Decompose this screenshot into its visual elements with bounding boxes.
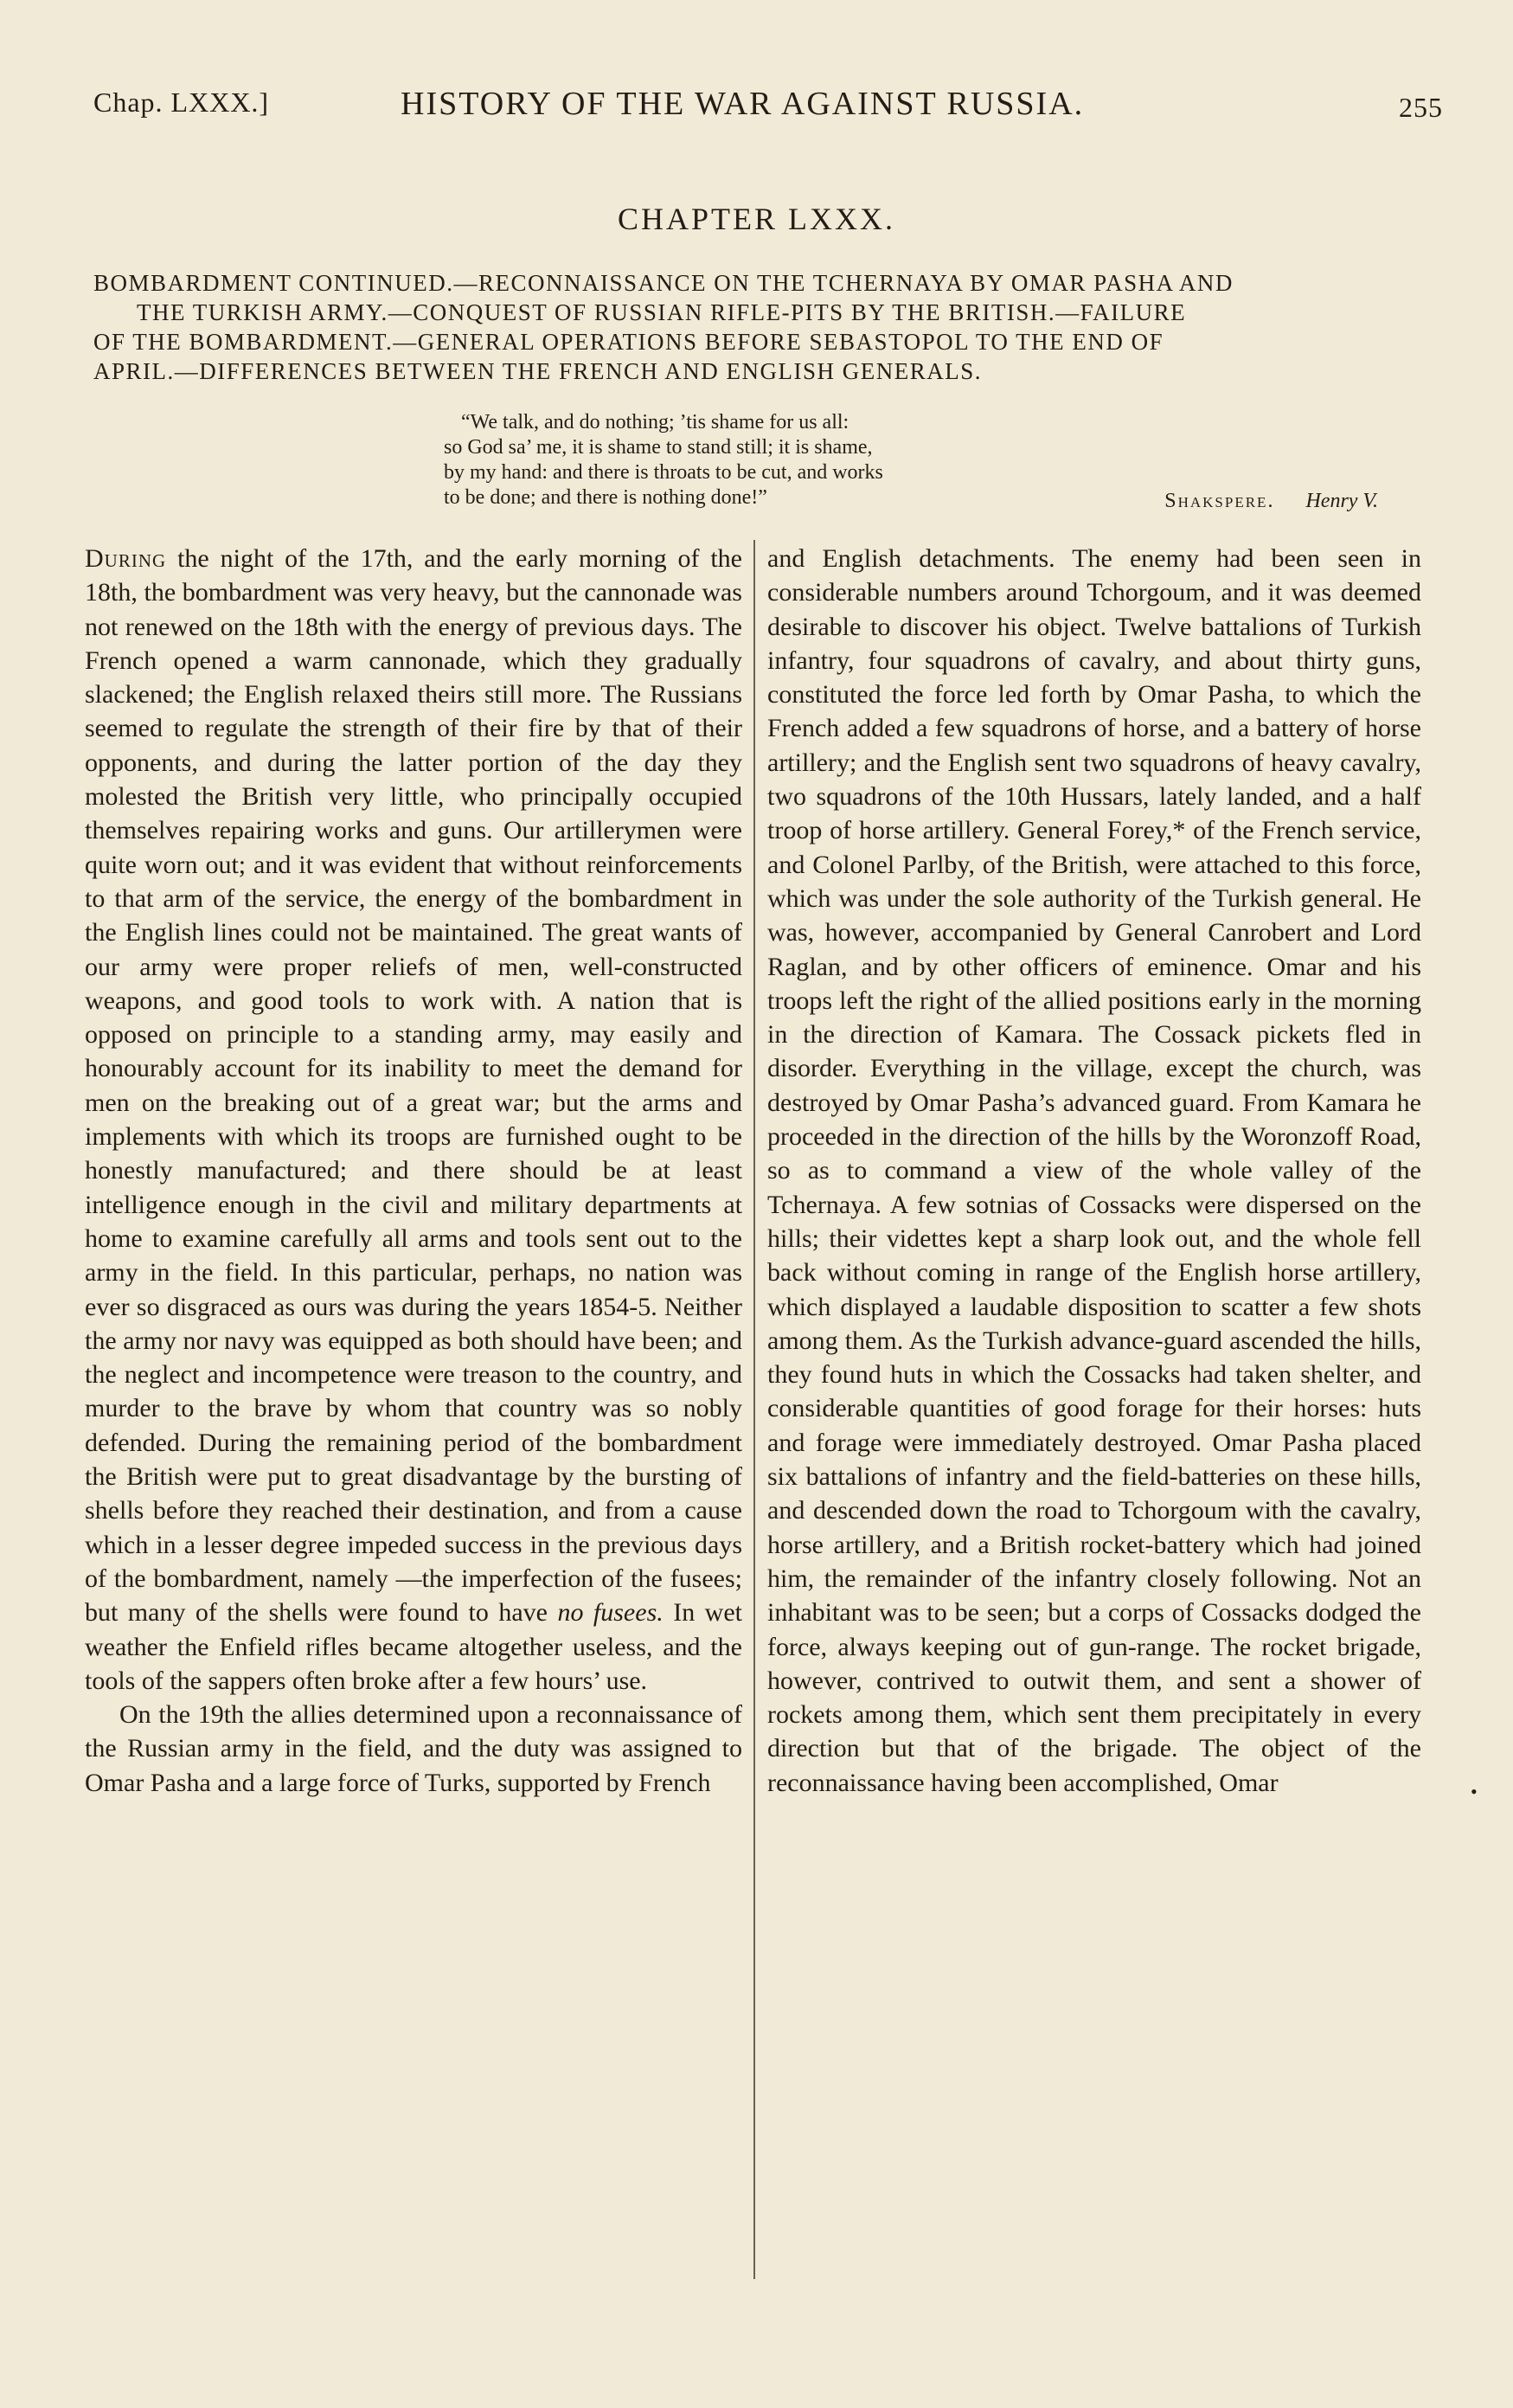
epigraph-line: so God sa’ me, it is shame to stand still; it is shame,	[444, 436, 873, 459]
running-header	[93, 80, 1443, 132]
epigraph-line: to be done; and there is nothing done!”	[444, 486, 767, 509]
epigraph	[444, 410, 1378, 510]
margin-mark: •	[1471, 1781, 1478, 1802]
epigraph-citation	[1164, 489, 1378, 514]
page-number: 255	[1399, 92, 1443, 123]
epigraph-line: by my hand: and there is throats to be cut, and works	[444, 461, 883, 484]
italic-text: no fusees.	[557, 1598, 664, 1628]
chapter-reference: Chap. LXXX.]	[93, 87, 270, 118]
synopsis-line: APRIL.—DIFFERENCES BETWEEN THE FRENCH AND ENGLISH GENERALS.	[93, 358, 983, 384]
epigraph-line: “We talk, and do nothing; ’tis shame for us all:	[461, 411, 849, 433]
epigraph-author: Shakspere.	[1164, 490, 1275, 512]
chapter-synopsis	[93, 268, 1430, 386]
synopsis-line: BOMBARDMENT CONTINUED.—RECONNAISSANCE ON THE TCHERNAYA BY OMAR PASHA AND	[93, 270, 1234, 296]
left-column	[85, 542, 742, 2289]
right-column	[767, 542, 1421, 2289]
paragraph-text: In wet weather the Enfield rifles became altogether useless, and the tools of the sappers often broke after a few hours’ use.	[85, 1598, 742, 1695]
synopsis-line: THE TURKISH ARMY.—CONQUEST OF RUSSIAN RIFLE-PITS BY THE BRITISH.—FAILURE	[137, 299, 1187, 325]
epigraph-work: Henry V.	[1305, 490, 1378, 512]
paragraph-text: the night of the 17th, and the early morning of the 18th, the bombardment was very heavy, but the cannonade was not renewed on the 18th with the energy of previous days. The French opened a warm cannonade, which they gradually slackened; the English relaxed theirs still more. The Russians seemed to regulate the strength of their fire by that of their opponents, and during the latter portion of the day they molested the British very little, who principally occupied themselves repairing works and guns. Our artillerymen were quite worn out; and it was evident that without reinforcements to that arm of the service, the energy of the bombardment in the English lines could not be maintained. The great wants of our army were proper reliefs of men, well-constructed weapons, and good tools to work with. A nation that is opposed on principle to a standing army, may easily and honourably account for its inability to meet the demand for men on the breaking out of a great war; but the arms and implements with which its troops are furnished ought to be honestly manufactured; and there should be at least intelligence enough in the civil and military departments at home to examine carefully all arms and tools sent out to the army in the field. In this particular, perhaps, no nation was ever so disgraced as ours was during the years 1854-5. Neither the army nor navy was equipped as both should have been; and the neglect and incompetence were treason to the country, and murder to the brave by whom that country was so nobly defended. During the remaining period of the bombardment the British were put to great disadvantage by the bursting of shells before they reached their destination, and from a cause which in a lesser degree impeded success in the previous days of the bombardment, namely —the imperfection of the fusees; but many of the shells were found to have	[85, 544, 742, 1628]
opening-word: During	[85, 544, 167, 573]
running-title: HISTORY OF THE WAR AGAINST RUSSIA.	[401, 86, 1085, 122]
paragraph: On the 19th the allies determined upon a reconnaissance of the Russian army in the field, and the duty was assigned to Omar Pasha and a large force of Turks, supported by French	[85, 1700, 742, 1797]
paragraph: and English detachments. The enemy had been seen in considerable numbers around Tchorgoum, and it was deemed desirable to discover his object. Twelve battalions of Turkish infantry, four squadrons of cavalry, and about thirty guns, constituted the force led forth by Omar Pasha, to which the French added a few squadrons of horse, and a battery of horse artillery; and the English sent two squadrons of heavy cavalry, two squadrons of the 10th Hussars, lately landed, and a half troop of horse artillery. General Forey,* of the French service, and Colonel Parlby, of the British, were attached to this force, which was under the sole authority of the Turkish general. He was, however, accompanied by General Canrobert and Lord Raglan, and by other officers of eminence. Omar and his troops left the right of the allied positions early in the morning in the direction of Kamara. The Cossack pickets fled in disorder. Everything in the village, except the church, was destroyed by Omar Pasha’s advanced guard. From Kamara he proceeded in the direction of the hills by the Woronzoff Road, so as to command a view of the whole valley of the Tchernaya. A few sotnias of Cossacks were dispersed on the hills; their videttes kept a sharp look out, and the whole fell back without coming in range of the English horse artillery, which displayed a laudable disposition to scatter a few shots among them. As the Turkish advance-guard ascended the hills, they found huts in which the Cossacks had taken shelter, and considerable quantities of good forage for their horses: huts and forage were immediately destroyed. Omar Pasha placed six battalions of infantry and the field-batteries on these hills, and descended down the road to Tchorgoum with the cavalry, horse artillery, and a British rocket-battery which had joined him, the remainder of the infantry closely following. Not an inhabitant was to be seen; but a corps of Cossacks dodged the force, always keeping out of gun-range. The rocket brigade, however, contrived to outwit them, and sent a shower of rockets among them, which sent them precipitately in every direction but that of the brigade. The object of the reconnaissance having been accomplished, Omar	[767, 544, 1421, 1797]
paragraph	[85, 542, 742, 1698]
synopsis-line: OF THE BOMBARDMENT.—GENERAL OPERATIONS BEFORE SEBASTOPOL TO THE END OF	[93, 329, 1164, 355]
chapter-title: CHAPTER LXXX.	[617, 202, 895, 236]
column-divider	[753, 540, 755, 2279]
